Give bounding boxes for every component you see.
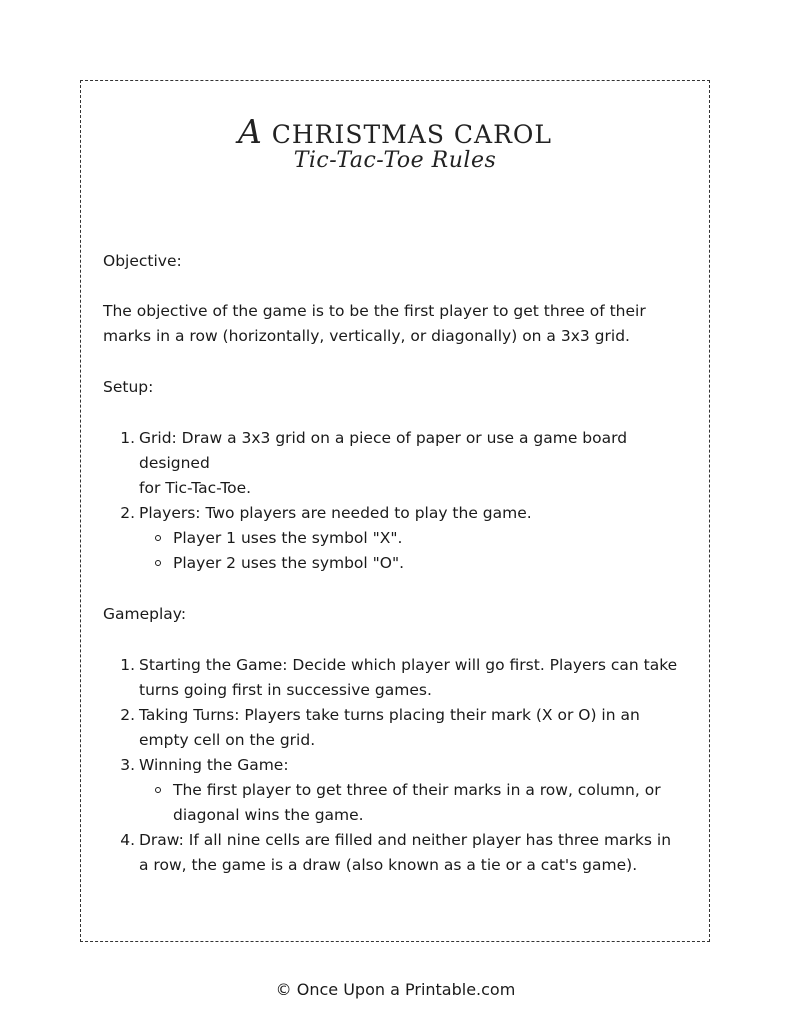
circle-bullet-icon [155, 560, 161, 566]
setup-list [103, 426, 699, 526]
setup-heading: Setup: [103, 378, 154, 396]
gameplay-item-turns-line2: empty cell on the grid. [139, 731, 316, 749]
page-border [80, 80, 710, 942]
list-item [103, 828, 699, 878]
setup-item-grid-line1: Grid: Draw a 3x3 grid on a piece of paper or use a game board designed [139, 429, 628, 472]
gameplay-item-winning: Winning the Game: [139, 756, 289, 774]
players-sublist [103, 526, 699, 576]
list-number: 1. [120, 429, 135, 447]
title-word-carol: CAROL [453, 120, 553, 149]
gameplay-list [103, 653, 699, 778]
list-item [103, 653, 699, 703]
winning-sublist [103, 778, 699, 828]
objective-text-line2: marks in a row (horizontally, vertically, or diagonally) on a 3x3 grid. [103, 327, 630, 345]
player-2-symbol: Player 2 uses the symbol "O". [173, 554, 405, 572]
list-number: 2. [120, 504, 135, 522]
page-subtitle: Tic-Tac-Toe Rules [293, 148, 497, 173]
gameplay-item-start-line2: turns going first in successive games. [139, 681, 432, 699]
player-1-symbol: Player 1 uses the symbol "X". [173, 529, 403, 547]
gameplay-list-continued [103, 828, 699, 878]
winning-detail-line1: The first player to get three of their marks in a row, column, or [173, 781, 661, 799]
list-number: 3. [120, 756, 135, 774]
objective-heading: Objective: [103, 252, 182, 270]
rules-content [103, 249, 699, 878]
title-block [81, 112, 709, 174]
gameplay-item-draw-line2: a row, the game is a draw (also known as a tie or a cat's game). [139, 856, 638, 874]
setup-item-grid-line2: for Tic-Tac-Toe. [139, 479, 252, 497]
winning-detail-line2: diagonal wins the game. [173, 806, 364, 824]
list-item [103, 703, 699, 753]
objective-text-line1: The objective of the game is to be the first player to get three of their [103, 302, 646, 320]
circle-bullet-icon [155, 787, 161, 793]
circle-bullet-icon [155, 535, 161, 541]
gameplay-item-turns-line1: Taking Turns: Players take turns placing their mark (X or O) in an [139, 706, 640, 724]
list-item [103, 501, 699, 526]
gameplay-item-draw-line1: Draw: If all nine cells are filled and neither player has three marks in [139, 831, 672, 849]
gameplay-heading: Gameplay: [103, 605, 187, 623]
title-letter-a: A [237, 112, 263, 151]
title-word-christmas: CHRISTMAS [271, 120, 445, 149]
copyright-footer: © Once Upon a Printable.com [275, 980, 516, 999]
gameplay-item-start-line1: Starting the Game: Decide which player will go first. Players can take [139, 656, 678, 674]
list-number: 2. [120, 706, 135, 724]
list-number: 1. [120, 656, 135, 674]
page-title [81, 112, 709, 151]
setup-item-players: Players: Two players are needed to play the game. [139, 504, 532, 522]
list-item [103, 778, 699, 828]
list-item [103, 551, 699, 576]
list-number: 4. [120, 831, 135, 849]
list-item [103, 526, 699, 551]
list-item [103, 426, 699, 501]
list-item [103, 753, 699, 778]
